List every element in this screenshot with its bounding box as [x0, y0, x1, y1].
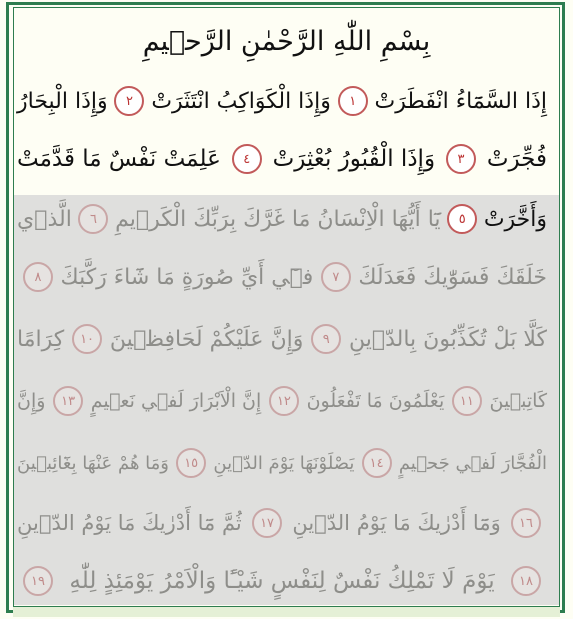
verse-marker: ٢: [114, 86, 144, 116]
verse-text: إِنَّ الْاَبْرَارَ لَف۪ي نَع۪يمٍ: [90, 390, 262, 412]
verse-text: الْفُجَّارَ لَف۪ي جَح۪يمٍ: [398, 452, 547, 474]
verse-text: وَأَخَّرَتْ: [483, 206, 547, 232]
verse-marker: ١١: [452, 386, 482, 416]
verse-marker: ١٠: [72, 324, 102, 354]
verse-text: الَّذ۪ي: [17, 206, 72, 232]
bottom-border-band: [13, 606, 560, 617]
verse-line-1: [17, 78, 547, 124]
verse-text: يَصْلَوْنَهَا يَوْمَ الدّ۪ينِ: [213, 452, 355, 474]
verse-text: كَاتِب۪ينَ: [489, 390, 547, 412]
verse-marker: ١٣: [53, 386, 83, 416]
verse-marker: ٦: [78, 204, 108, 234]
verse-marker: ١: [338, 86, 368, 116]
verse-text: وَإِنَّ: [17, 390, 46, 412]
verse-text: وَإِنَّ عَلَيْكُمْ لَحَافِظ۪ينَ: [109, 326, 304, 352]
verse-text: كِرَامًا: [17, 326, 65, 352]
verse-text: وَمَا هُمْ عَنْهَا بِغَٓائِب۪ينَ: [17, 452, 169, 474]
verse-text: عَلِمَتْ نَفْسٌ مَا قَدَّمَتْ: [17, 146, 221, 172]
verse-text: فُجِّرَتْ: [486, 146, 547, 172]
verse-text: إِذَا السَّمَٓاءُ انْفَطَرَتْ: [374, 88, 547, 114]
verse-marker: ٣: [446, 144, 476, 174]
verse-line-2: [17, 136, 547, 182]
verse-text: وَمَٓا أَدْرٰيكَ مَا يَوْمُ الدّ۪ينِ: [292, 511, 501, 535]
verse-text: يَوْمَ لَا تَمْلِكُ نَفْسٌ لِنَفْسٍ شَيْـًٔا وَالْاَمْرُ يَوْمَئِذٍ لِلّٰهِ: [69, 568, 495, 594]
verse-marker: ٤: [232, 144, 262, 174]
verse-marker: ١٩: [23, 566, 53, 596]
verse-text: خَلَقَكَ فَسَوّٰيكَ فَعَدَلَكَ: [358, 264, 547, 290]
verse-text: كَلَّا بَلْ تُكَذِّبُونَ بِالدّ۪ينِ: [349, 326, 547, 352]
verse-marker: ٧: [321, 262, 351, 292]
verse-marker: ١٨: [511, 566, 541, 596]
verse-line-5: [17, 316, 547, 362]
verse-line-6: [17, 378, 547, 424]
verse-marker: ١٦: [511, 508, 541, 538]
verse-text: ثُمَّ مَٓا أَدْرٰيكَ مَا يَوْمُ الدّ۪ينِ: [17, 511, 242, 535]
verse-text: وَإِذَا الْكَوَاكِبُ انْتَثَرَتْ: [151, 88, 331, 114]
verse-line-3: [17, 196, 547, 242]
verse-marker: ٩: [311, 324, 341, 354]
verse-text: يَٓا أَيُّهَا الْاِنْسَانُ مَا غَرَّكَ بِرَبِّكَ الْكَر۪يمِ: [115, 206, 441, 232]
verse-marker: ١٧: [252, 508, 282, 538]
verse-text: يَعْلَمُونَ مَا تَفْعَلُونَ: [306, 390, 445, 412]
verse-line-7: [17, 440, 547, 486]
verse-text: ف۪ٓي أَيِّ صُورَةٍ مَا شَٓاءَ رَكَّبَكَ: [60, 264, 314, 290]
verse-marker: ١٥: [176, 448, 206, 478]
verse-line-8: [17, 500, 547, 546]
verse-line-4: [17, 254, 547, 300]
bismillah-heading: بِسْمِ اللّٰهِ الرَّحْمٰنِ الرَّح۪يمِ: [142, 26, 431, 57]
verse-marker: ١٢: [269, 386, 299, 416]
verse-text: وَإِذَا الْبِحَارُ: [17, 88, 108, 114]
verse-text: وَإِذَا الْقُبُورُ بُعْثِرَتْ: [272, 146, 436, 172]
verse-marker: ١٤: [362, 448, 392, 478]
verse-line-9: [17, 558, 547, 604]
verse-marker: ٥: [447, 204, 477, 234]
verse-marker: ٨: [23, 262, 53, 292]
